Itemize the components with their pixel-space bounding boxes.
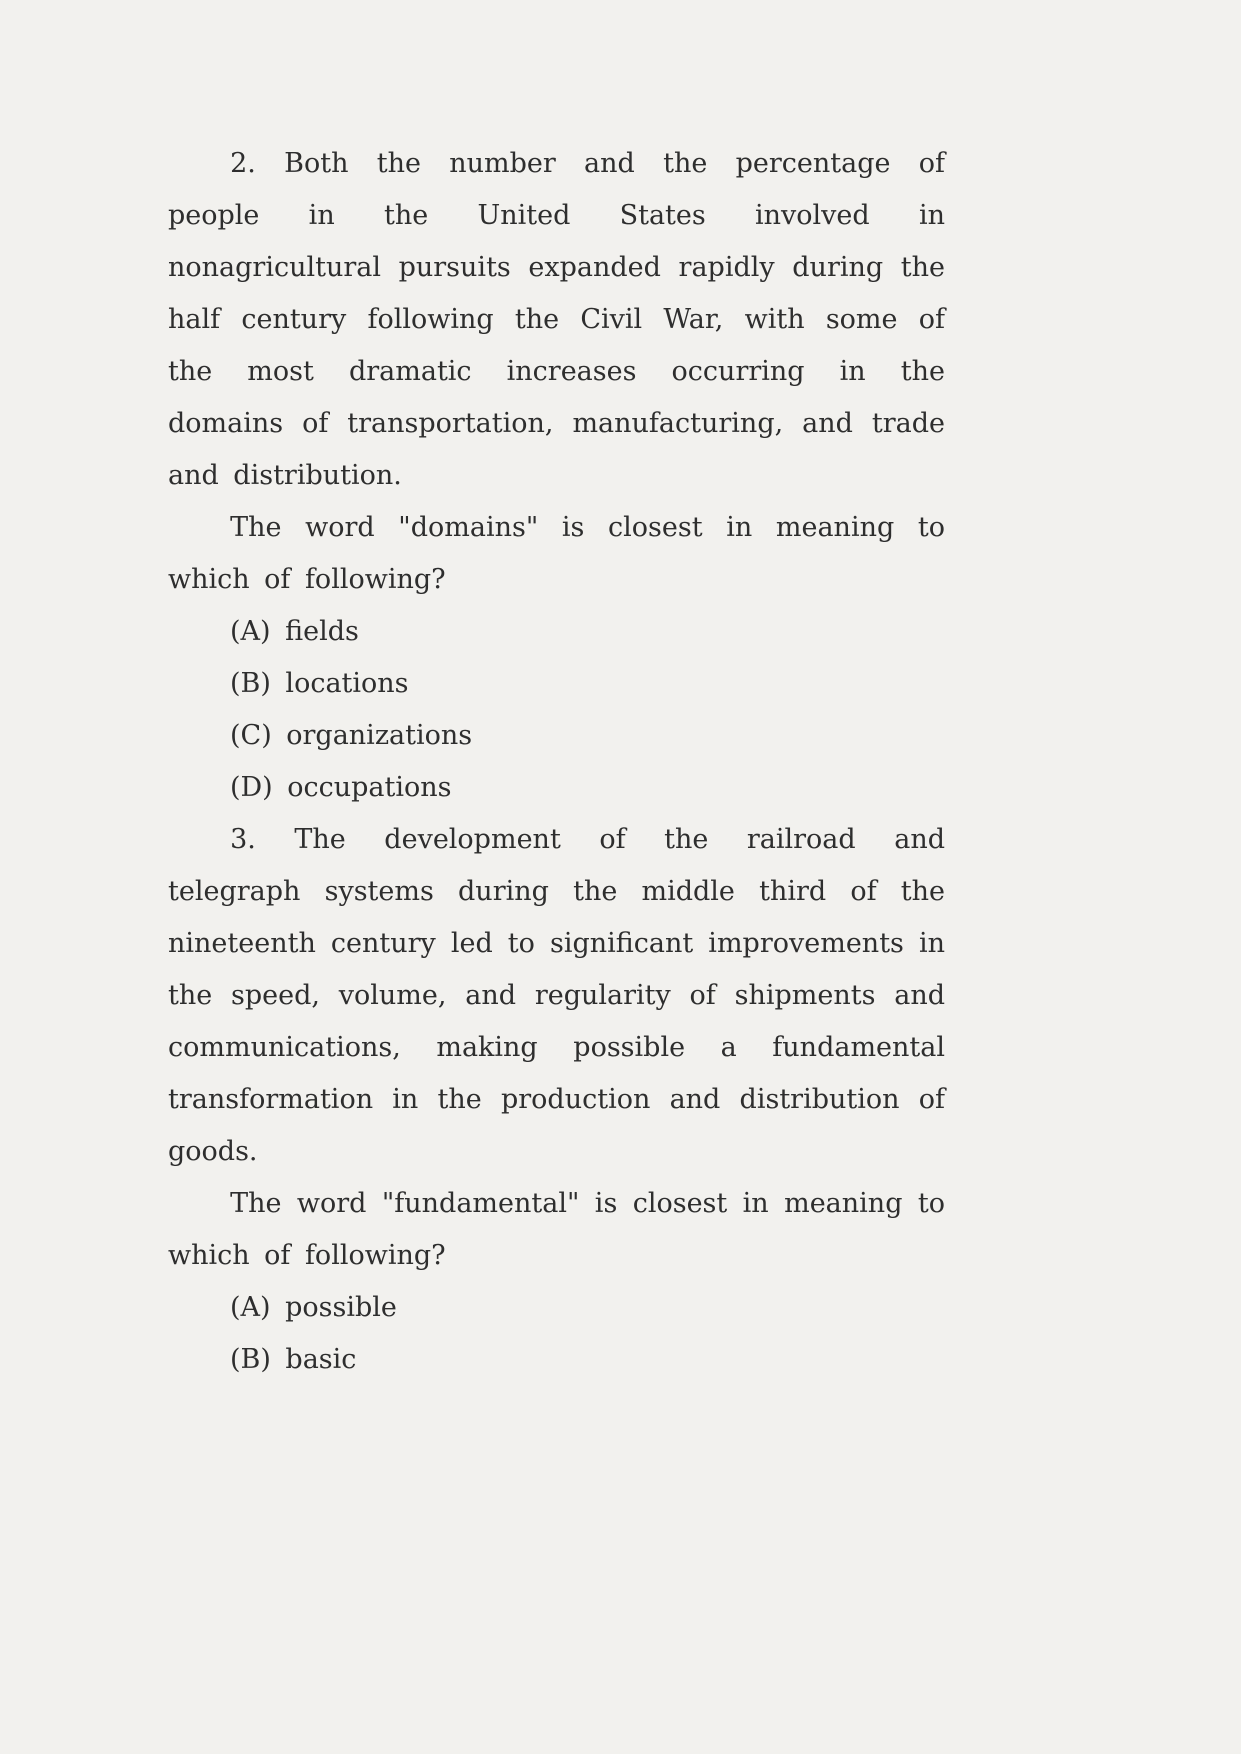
question-2-passage: 2. Both the number and the percentage of people in the United States involved in nonagricultural pursuits expanded rapidly during the half century following the Civil War, with some of the most dramatic increases occurring in the domains of transportation, manufacturing, and trade and distribution. [168, 148, 945, 491]
question-2-prompt: The word "domains" is closest in meaning to which of following? [168, 512, 945, 595]
question-3-option-b: (B) basic [230, 1344, 357, 1375]
question-3-option-a: (A) possible [230, 1292, 397, 1323]
question-2-option-c: (C) organizations [230, 720, 473, 751]
document-content [168, 138, 945, 1386]
question-2-option-b: (B) locations [230, 668, 409, 699]
question-2-option-a: (A) fields [230, 616, 359, 647]
question-2-option-d: (D) occupations [230, 772, 452, 803]
question-3-prompt: The word "fundamental" is closest in meaning to which of following? [168, 1188, 945, 1271]
question-3-passage: 3. The development of the railroad and telegraph systems during the middle third of the nineteenth century led to significant improvements in the speed, volume, and regularity of shipments and communications, making possible a fundamental transformation in the production and distribution of goods. [168, 824, 945, 1167]
